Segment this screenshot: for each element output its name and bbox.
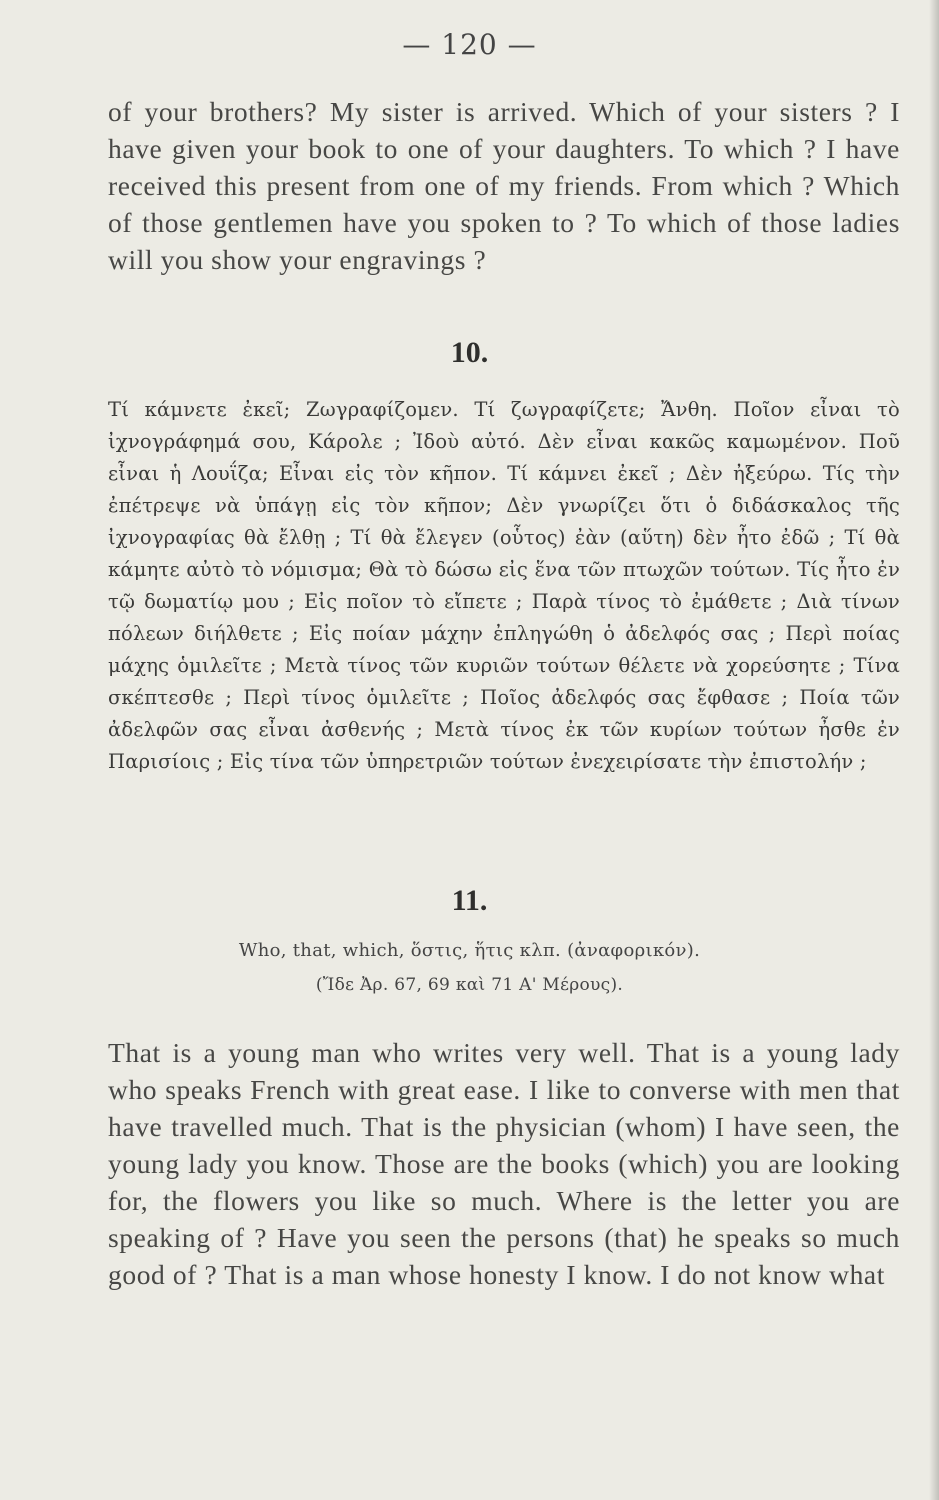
section-10-greek-text: Τί κάμνετε ἐκεῖ; Ζωγραφίζομεν. Τί ζωγραφίζετε; Ἄνθη. Ποῖον εἶναι τὸ ἰχνογράφημά σου, Κάρολε ; Ἰδοὺ αὐτό. Δὲν εἶναι κακῶς καμωμένον. Ποῦ εἶναι ἡ Λουΐζα; Εἶναι εἰς τὸν κῆπον. Τί κάμνει ἐκεῖ ; Δὲν ἠξεύρω. Τίς τὴν ἐπέτρεψε νὰ ὑπάγῃ εἰς τὸν κῆπον; Δὲν γνωρίζει ὅτι ὁ διδάσκαλος τῆς ἰχνογραφίας θὰ ἔλθῃ ; Τί θὰ ἔλεγεν (οὗτος) ἐὰν (αὕτη) δὲν ἦτο ἐδῶ ; Τί θὰ κάμητε αὐτὸ τὸ νόμισμα; Θὰ τὸ δώσω εἰς ἕνα τῶν πτωχῶν τούτων. Τίς ἦτο ἐν τῷ δωματίῳ μου ; Εἰς ποῖον τὸ εἴπετε ; Παρὰ τίνος τὸ ἐμάθετε ; Διὰ τίνων πόλεων διήλθετε ; Εἰς ποίαν μάχην ἐπληγώθη ὁ ἀδελφός σας ; Περὶ ποίας μάχης ὁμιλεῖτε ; Μετὰ τίνος τῶν κυριῶν τούτων θέλετε νὰ χορεύσητε ; Τίνα σκέπτεσθε ; Περὶ τίνος ὁμιλεῖτε ; Ποῖος ἀδελφός σας ἔφθασε ; Ποία τῶν ἀδελφῶν σας εἶναι ἀσθενής ; Μετὰ τίνος ἐκ τῶν κυρίων τούτων ἦσθε ἐν Παρισίοις ; Εἰς τίνα τῶν ὑπηρετριῶν τούτων ἐνεχειρίσατε τὴν ἐπιστολήν ; bbox=[108, 398, 900, 773]
section-11-subtitle: Who, that, which, ὅστις, ἥτις κλπ. (ἀναφορικόν). bbox=[238, 940, 701, 961]
section-11-english-text: That is a young man who writes very well. That is a young lady who speaks French with great ease. I like to converse with men that have travelled much. That is the physician (whom) I have seen, the young lady you know. Those are the books (which) you are looking for, the flowers you like so much. Where is the letter you are speaking of ? Have you seen the persons (that) he speaks so much good of ? That is a man whose honesty I know. I do not know what bbox=[108, 1037, 900, 1290]
paragraph-top: of your brothers? My sister is arrived. Which of your sisters ? I have given your book to one of your daughters. To which ? I have received this present from one of my friends. From which ? Which of those gentlemen have you spoken to ? To which of those ladies will you show your engravings ? bbox=[108, 96, 900, 275]
section-11-reference: (Ἴδε Ἀρ. 67, 69 καὶ 71 Α' Μέρους). bbox=[315, 975, 624, 995]
page-edge-shadow bbox=[929, 0, 939, 1500]
section-number-10: 10. bbox=[450, 336, 489, 369]
section-number-11: 11. bbox=[451, 884, 488, 917]
page-number: — 120 — bbox=[402, 28, 537, 61]
